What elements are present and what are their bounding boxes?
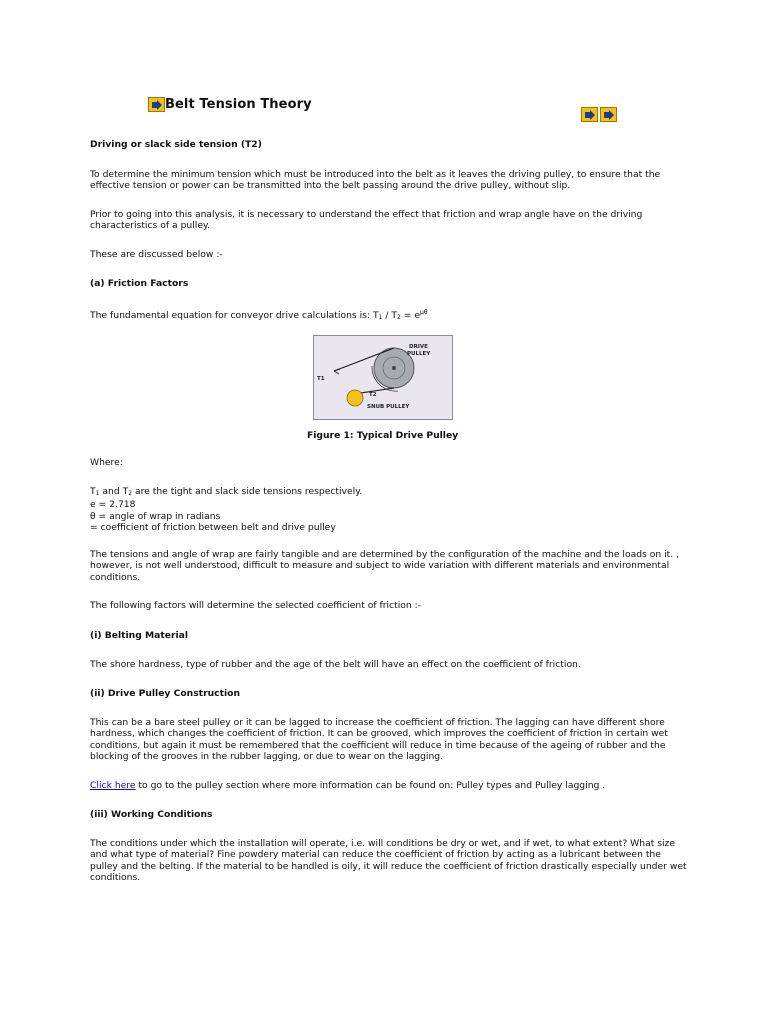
fig-label-pulley: PULLEY	[407, 351, 431, 357]
click-here-link[interactable]: Click here	[90, 780, 136, 791]
heading-pulley: (ii) Drive Pulley Construction	[90, 688, 240, 699]
where-line3: θ = angle of wrap in radians	[90, 510, 221, 522]
nav-arrows	[581, 107, 617, 122]
eq-t1: T	[372, 310, 379, 321]
link-line	[90, 780, 690, 791]
eq-sub2: 2	[396, 314, 401, 321]
fig-label-snub: SNUB PULLEY	[367, 404, 410, 410]
figure-caption: Figure 1: Typical Drive Pulley	[307, 430, 459, 441]
para-tensions: The tensions and angle of wrap are fairly tangible and are determined by the configuration of the machine and the loads on it. , however, is not well understood, difficult to measure and subject to wide variation with different materials and environmental conditions.	[90, 549, 680, 583]
previous-page-icon[interactable]	[581, 107, 598, 122]
equation-text: The fundamental equation for conveyor drive calculations is:	[90, 310, 373, 321]
eq-slash: /	[382, 310, 392, 321]
eq-equals: = e	[400, 310, 421, 321]
fig-label-t2: T2	[369, 392, 377, 398]
eq-sub1: 1	[378, 314, 383, 321]
para-pulley: This can be a bare steel pulley or it can be lagged to increase the coefficient of friction. The lagging can have different shore hardness, which changes the coefficient of friction. It can be grooved, which improves the coefficient of friction in certain wet conditions, but again it must be remembered that the coefficient will reduce in time because of the ageing of rubber and the blocking of the grooves in the rubber lagging, or due to wear on the lagging.	[90, 717, 668, 763]
where-sub1: 1	[95, 490, 100, 497]
page-title	[148, 97, 312, 112]
heading-driving: Driving or slack side tension (T2)	[90, 139, 262, 150]
where-line1: are the tight and slack side tensions respectively.	[132, 486, 363, 497]
arrow-right-icon[interactable]	[148, 97, 165, 112]
drive-pulley-diagram	[314, 336, 452, 419]
para-intro: To determine the minimum tension which must be introduced into the belt as it leaves the driving pulley, to ensure that the effective tension or power can be transmitted into the belt passing around the drive pulley, without slip.	[90, 169, 661, 192]
where-label: Where:	[90, 457, 123, 468]
para-discussed: These are discussed below :-	[90, 249, 223, 260]
where-t2: T	[122, 486, 129, 497]
fig-label-drive: DRIVE	[409, 344, 428, 350]
equation-line	[90, 307, 690, 323]
where-line4: = coefficient of friction between belt and drive pulley	[90, 522, 336, 534]
where-sub2: 2	[128, 490, 133, 497]
link-rest: to go to the pulley section where more information can be found on: Pulley types and Pulley lagging .	[135, 780, 606, 791]
eq-t2: T	[391, 310, 397, 321]
where-and: and	[99, 486, 123, 497]
eq-sup: μθ	[420, 309, 428, 316]
para-factors: The following factors will determine the selected coefficient of friction :-	[90, 600, 422, 611]
title-text: Belt Tension Theory	[165, 97, 312, 112]
para-prior: Prior to going into this analysis, it is necessary to understand the effect that friction and wrap angle have on the driving characteristics of a pulley.	[90, 209, 643, 232]
heading-friction: (a) Friction Factors	[90, 278, 189, 289]
where-t1: T	[90, 486, 96, 497]
where-line2: e = 2.718	[90, 499, 136, 511]
drive-pulley-figure	[313, 335, 453, 420]
where-list	[90, 486, 690, 534]
next-page-icon[interactable]	[600, 107, 617, 122]
heading-working: (iii) Working Conditions	[90, 809, 213, 820]
heading-belting: (i) Belting Material	[90, 630, 188, 641]
para-working: The conditions under which the installation will operate, i.e. will conditions be dry or wet, and if wet, to what extent? What size and what type of material? Fine powdery material can reduce the coefficient of friction by acting as a lubricant between the pulley and the belting. If the material to be handled is oily, it will reduce the coefficient of friction drastically especially under wet conditions.	[90, 838, 687, 884]
fig-label-t1: T1	[317, 376, 325, 382]
para-belting: The shore hardness, type of rubber and the age of the belt will have an effect on the coefficient of friction.	[90, 659, 581, 670]
